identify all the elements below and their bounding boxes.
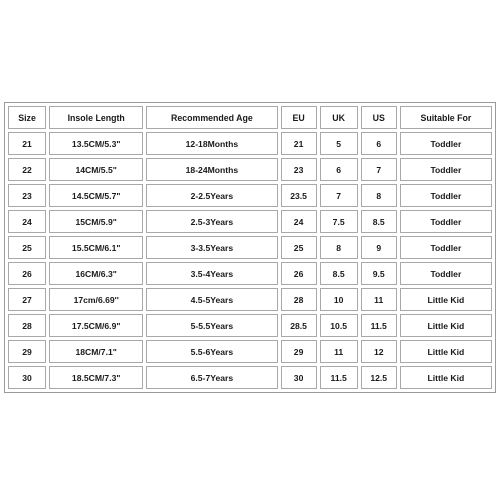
cell-suitable-for: Little Kid: [400, 340, 492, 363]
header-insole-length: Insole Length: [49, 106, 143, 129]
cell-recommended-age: 3.5-4Years: [146, 262, 277, 285]
cell-suitable-for: Little Kid: [400, 288, 492, 311]
table-row: [8, 132, 492, 155]
cell-uk: 10.5: [320, 314, 358, 337]
cell-suitable-for: Toddler: [400, 158, 492, 181]
cell-uk: 8: [320, 236, 358, 259]
cell-suitable-for: Little Kid: [400, 366, 492, 389]
cell-size: 28: [8, 314, 46, 337]
cell-size: 21: [8, 132, 46, 155]
cell-uk: 11: [320, 340, 358, 363]
table-row: [8, 288, 492, 311]
cell-eu: 28.5: [281, 314, 317, 337]
cell-us: 11: [361, 288, 397, 311]
table-row: [8, 340, 492, 363]
header-us: US: [361, 106, 397, 129]
cell-size: 27: [8, 288, 46, 311]
header-recommended-age: Recommended Age: [146, 106, 277, 129]
table-header: [8, 106, 492, 129]
header-size: Size: [8, 106, 46, 129]
table-row: [8, 158, 492, 181]
header-suitable-for: Suitable For: [400, 106, 492, 129]
cell-insole-length: 18CM/7.1": [49, 340, 143, 363]
cell-us: 8: [361, 184, 397, 207]
cell-recommended-age: 4.5-5Years: [146, 288, 277, 311]
cell-uk: 5: [320, 132, 358, 155]
cell-eu: 29: [281, 340, 317, 363]
cell-suitable-for: Toddler: [400, 184, 492, 207]
cell-recommended-age: 2-2.5Years: [146, 184, 277, 207]
cell-us: 9: [361, 236, 397, 259]
cell-suitable-for: Toddler: [400, 210, 492, 233]
cell-us: 7: [361, 158, 397, 181]
cell-suitable-for: Toddler: [400, 262, 492, 285]
cell-insole-length: 15.5CM/6.1": [49, 236, 143, 259]
cell-us: 12.5: [361, 366, 397, 389]
cell-eu: 21: [281, 132, 317, 155]
table-row: [8, 366, 492, 389]
table-row: [8, 314, 492, 337]
cell-insole-length: 17cm/6.69'': [49, 288, 143, 311]
cell-suitable-for: Toddler: [400, 236, 492, 259]
cell-size: 22: [8, 158, 46, 181]
cell-eu: 26: [281, 262, 317, 285]
cell-insole-length: 13.5CM/5.3": [49, 132, 143, 155]
cell-size: 30: [8, 366, 46, 389]
cell-eu: 30: [281, 366, 317, 389]
cell-recommended-age: 3-3.5Years: [146, 236, 277, 259]
cell-recommended-age: 5.5-6Years: [146, 340, 277, 363]
cell-uk: 7: [320, 184, 358, 207]
header-row: [8, 106, 492, 129]
cell-recommended-age: 2.5-3Years: [146, 210, 277, 233]
cell-size: 23: [8, 184, 46, 207]
cell-uk: 7.5: [320, 210, 358, 233]
cell-us: 6: [361, 132, 397, 155]
cell-size: 26: [8, 262, 46, 285]
cell-us: 8.5: [361, 210, 397, 233]
cell-recommended-age: 6.5-7Years: [146, 366, 277, 389]
cell-us: 9.5: [361, 262, 397, 285]
cell-insole-length: 14.5CM/5.7": [49, 184, 143, 207]
cell-insole-length: 16CM/6.3": [49, 262, 143, 285]
cell-insole-length: 18.5CM/7.3": [49, 366, 143, 389]
table-row: [8, 210, 492, 233]
cell-insole-length: 15CM/5.9": [49, 210, 143, 233]
cell-eu: 28: [281, 288, 317, 311]
cell-insole-length: 14CM/5.5": [49, 158, 143, 181]
cell-uk: 6: [320, 158, 358, 181]
cell-eu: 23.5: [281, 184, 317, 207]
cell-eu: 25: [281, 236, 317, 259]
cell-size: 24: [8, 210, 46, 233]
cell-uk: 8.5: [320, 262, 358, 285]
cell-recommended-age: 12-18Months: [146, 132, 277, 155]
cell-suitable-for: Toddler: [400, 132, 492, 155]
cell-eu: 23: [281, 158, 317, 181]
cell-recommended-age: 18-24Months: [146, 158, 277, 181]
table-row: [8, 262, 492, 285]
cell-uk: 10: [320, 288, 358, 311]
header-uk: UK: [320, 106, 358, 129]
cell-eu: 24: [281, 210, 317, 233]
size-chart-table: [4, 102, 496, 393]
cell-suitable-for: Little Kid: [400, 314, 492, 337]
table-row: [8, 184, 492, 207]
cell-us: 12: [361, 340, 397, 363]
cell-recommended-age: 5-5.5Years: [146, 314, 277, 337]
cell-size: 29: [8, 340, 46, 363]
cell-size: 25: [8, 236, 46, 259]
table-row: [8, 236, 492, 259]
cell-insole-length: 17.5CM/6.9": [49, 314, 143, 337]
cell-uk: 11.5: [320, 366, 358, 389]
cell-us: 11.5: [361, 314, 397, 337]
table-body: [8, 132, 492, 389]
header-eu: EU: [281, 106, 317, 129]
